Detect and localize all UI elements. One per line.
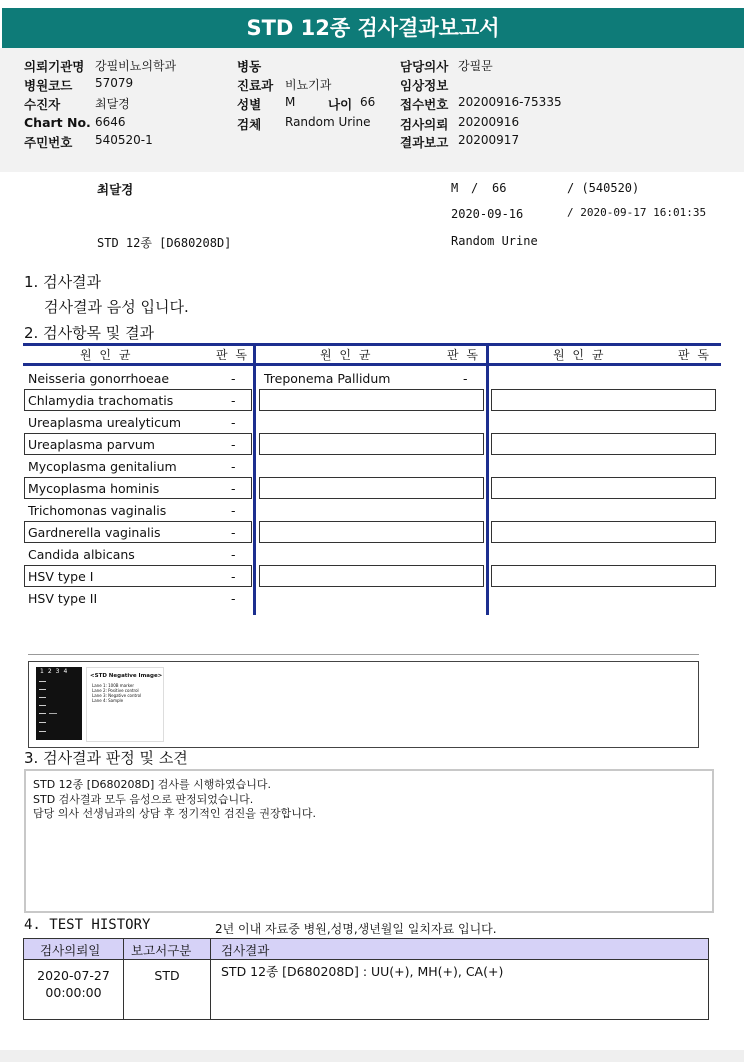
history-type: STD: [154, 968, 180, 983]
col2-header-result: 판 독: [447, 348, 480, 362]
history-header-date: 검사의뢰일: [40, 943, 101, 958]
opinion-line: STD 12종 [D680208D] 검사를 시행하였습니다.: [33, 778, 272, 791]
summary-specimen: Random Urine: [451, 234, 538, 248]
opinion-line: STD 검사결과 모두 음성으로 판정되었습니다.: [33, 792, 254, 806]
section1-text: 검사결과 음성 입니다.: [44, 298, 189, 316]
pathogen-result: -: [231, 415, 236, 430]
pathogen-result: -: [231, 481, 236, 496]
row-box: [491, 521, 716, 543]
pathogen-result: -: [231, 525, 236, 540]
pathogen-result: -: [231, 393, 236, 408]
resident-no-value: 540520-1: [95, 133, 153, 147]
row-box: [259, 433, 484, 455]
report-date-label: 결과보고: [400, 135, 449, 150]
receipt-no-label: 접수번호: [400, 97, 449, 112]
history-header-result: 검사결과: [221, 943, 270, 958]
report-title: STD 12종 검사결과보고서: [2, 8, 744, 48]
opinion-box: [24, 769, 714, 913]
hospital-code-label: 병원코드: [24, 78, 73, 93]
col1-header-name: 원 인 균: [80, 348, 133, 362]
table-divider-1: [253, 343, 256, 615]
patient-label: 수진자: [24, 97, 61, 112]
gel-band: [39, 697, 46, 698]
pathogen-name: Treponema Pallidum: [264, 371, 391, 386]
ward-label: 병동: [237, 59, 262, 74]
pathogen-name: Ureaplasma urealyticum: [28, 415, 182, 430]
summary-slash: /: [471, 181, 479, 195]
summary-test: STD 12종 [D680208D]: [97, 236, 232, 250]
pathogen-result: -: [231, 547, 236, 562]
receipt-no-value: 20200916-75335: [458, 95, 562, 109]
gel-lane-label: 1: [40, 668, 48, 675]
department-value: 비뇨기과: [285, 78, 332, 92]
row-box: [491, 389, 716, 411]
doctor-label: 담당의사: [400, 59, 449, 74]
patient-value: 최달경: [95, 97, 130, 111]
pathogen-result: -: [231, 503, 236, 518]
summary-request-date: 2020-09-16: [451, 207, 524, 221]
history-col-divider: [210, 939, 211, 1019]
gel-band: [39, 713, 46, 714]
section4-title: 4. TEST HISTORY: [24, 917, 151, 933]
row-box: [491, 565, 716, 587]
pathogen-name: Mycoplasma hominis: [28, 481, 160, 496]
gel-band: [39, 722, 46, 723]
section4-note: 2년 이내 자료중 병원,성명,생년월일 일치자료 입니다.: [215, 922, 497, 936]
pathogen-name: HSV type I: [28, 569, 94, 584]
history-time: 00:00:00: [45, 985, 102, 1000]
chart-no-label: Chart No.: [24, 115, 91, 130]
gel-band: [39, 689, 46, 690]
hospital-code-value: 57079: [95, 76, 134, 90]
history-header-row: [24, 939, 708, 960]
pathogen-name: Chlamydia trachomatis: [28, 393, 174, 408]
pathogen-name: Gardnerella vaginalis: [28, 525, 161, 540]
age-value: 66: [360, 95, 376, 109]
gel-band: [49, 713, 57, 714]
col2-header-name: 원 인 균: [320, 348, 373, 362]
header-separator: [0, 158, 744, 172]
pathogen-result: -: [231, 371, 236, 386]
pathogen-result: -: [231, 437, 236, 452]
opinion-line: 담당 의사 선생님과의 상담 후 정기적인 검진을 권장합니다.: [33, 807, 316, 820]
col1-header-result: 판 독: [216, 348, 249, 362]
resident-no-label: 주민번호: [24, 135, 73, 150]
col3-header-name: 원 인 균: [553, 348, 606, 362]
sex-value: M: [285, 95, 296, 109]
gel-lane-label: 2: [47, 668, 56, 675]
gel-lane-label: 3: [55, 668, 64, 675]
history-date: 2020-07-27: [37, 968, 110, 983]
request-date-label: 검사의뢰: [400, 117, 449, 132]
gel-legend-title: <STD Negative Image>: [90, 673, 163, 679]
pathogen-name: Mycoplasma genitalium: [28, 459, 177, 474]
row-box: [259, 477, 484, 499]
request-date-value: 20200916: [458, 115, 520, 129]
gel-image: [36, 667, 82, 740]
table-header-rule: [23, 363, 721, 366]
table-divider-2: [486, 343, 489, 615]
gel-legend-item: Lane 1: 100B marker: [92, 683, 135, 688]
pathogen-name: Candida albicans: [28, 547, 135, 562]
row-box: [259, 565, 484, 587]
summary-name: 최달경: [97, 182, 134, 197]
pathogen-name: Ureaplasma parvum: [28, 437, 155, 452]
department-label: 진료과: [237, 78, 274, 93]
gel-legend-item: Lane 2: Positive control: [92, 688, 139, 693]
bottom-strip: [0, 1050, 744, 1062]
col3-header-result: 판 독: [678, 348, 711, 362]
pathogen-result: -: [231, 569, 236, 584]
sex-label: 성별: [237, 97, 262, 112]
pathogen-name: Trichomonas vaginalis: [28, 503, 167, 518]
specimen-label: 검체: [237, 117, 262, 132]
gel-top-rule: [28, 654, 699, 655]
pathogen-result: -: [231, 591, 236, 606]
summary-sex: M: [451, 181, 459, 195]
hospital-label: 의뢰기관명: [24, 59, 85, 74]
hospital-value: 강필비뇨의학과: [95, 59, 177, 73]
pathogen-result: -: [231, 459, 236, 474]
row-box: [491, 433, 716, 455]
section1-title: 1. 검사결과: [24, 273, 102, 291]
row-box: [259, 389, 484, 411]
summary-id: / (540520): [567, 181, 640, 195]
section3-title: 3. 검사결과 판정 및 소견: [24, 749, 188, 767]
history-header-type: 보고서구분: [131, 943, 192, 958]
pathogen-name: Neisseria gonorrhoeae: [28, 371, 170, 386]
pathogen-name: HSV type II: [28, 591, 98, 606]
gel-legend-item: Lane 3: Negative control: [92, 693, 142, 698]
row-box: [259, 521, 484, 543]
clinical-info-label: 임상정보: [400, 78, 449, 93]
age-label: 나이: [328, 97, 353, 112]
gel-legend-item: Lane 4: Sample: [92, 698, 124, 703]
row-box: [491, 477, 716, 499]
gel-band: [39, 731, 46, 732]
chart-no-value: 6646: [95, 115, 126, 129]
history-result: STD 12종 [D680208D] : UU(+), MH(+), CA(+): [221, 964, 504, 979]
gel-band: [39, 681, 46, 682]
report-date-value: 20200917: [458, 133, 520, 147]
gel-band: [39, 705, 46, 706]
gel-lane-label: 4: [63, 668, 72, 675]
summary-report-datetime: / 2020-09-17 16:01:35: [567, 206, 707, 219]
summary-age: 66: [492, 181, 507, 195]
section2-title: 2. 검사항목 및 결과: [24, 324, 155, 342]
gel-legend: [86, 667, 164, 742]
doctor-value: 강필문: [458, 59, 493, 73]
specimen-value: Random Urine: [285, 115, 371, 129]
pathogen-result: -: [463, 371, 468, 386]
